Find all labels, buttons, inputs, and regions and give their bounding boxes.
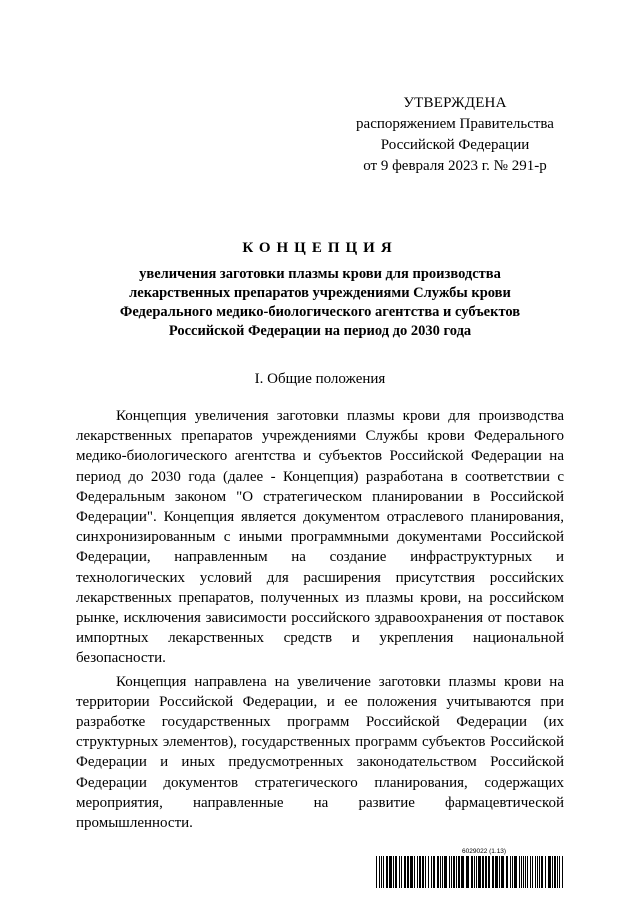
barcode-bar: [552, 856, 553, 888]
barcode-bar: [492, 856, 494, 888]
barcode-bar: [453, 856, 455, 888]
barcode-label: 6029022 (1.13): [462, 848, 507, 855]
approval-heading: УТВЕРЖДЕНА: [403, 95, 507, 111]
barcode-icon: [376, 856, 566, 888]
barcode-bar: [414, 856, 415, 888]
barcode-bar: [488, 856, 490, 888]
document-subtitle: [60, 265, 580, 341]
barcode-bar: [545, 856, 546, 888]
barcode-bar: [485, 856, 487, 888]
barcode-bar: [456, 856, 457, 888]
approval-stamp: [300, 93, 610, 177]
barcode-bar: [474, 856, 475, 888]
barcode-bar: [395, 856, 397, 888]
barcode-bar: [433, 856, 435, 888]
barcode-bar: [559, 856, 560, 888]
barcode-bar: [386, 856, 388, 888]
barcode-bar: [451, 856, 452, 888]
barcode-bar: [535, 856, 536, 888]
barcode-bar: [532, 856, 533, 888]
barcode-bar: [376, 856, 377, 888]
barcode-bar: [410, 856, 413, 888]
barcode-bar: [425, 856, 426, 888]
approval-country-line: Российской Федерации: [380, 137, 530, 153]
body-paragraph: Концепция направлена на увеличение заготовки плазмы крови на территории Российской Федерации, и ее положения учитываются при разработке государственных программ Российской Федерации (их структурных элементов), государственных программ субъектов Российской Федерации и иных предусмотренных законодательством Российской Федерации документов стратегического планирования, содержащих мероприятия, направленные на развитие фармацевтической промышленности.: [76, 673, 564, 832]
barcode-bar: [510, 856, 511, 888]
document-body: [76, 406, 564, 836]
subtitle-line: лекарственных препаратов учреждениями Службы крови: [129, 285, 511, 301]
barcode-bar: [530, 856, 531, 888]
barcode-bar: [399, 856, 400, 888]
barcode-bar: [541, 856, 543, 888]
barcode-bar: [512, 856, 513, 888]
approval-date-number: от 9 февраля 2023 г. № 291-р: [363, 158, 547, 174]
barcode-bar: [499, 856, 500, 888]
barcode-bar: [562, 856, 563, 888]
body-paragraph: Концепция увеличения заготовки плазмы крови для производства лекарственных препаратов учреждениями Службы крови Федерального медико-биологического агентства и субъектов Российской Федерации на период до 2030 года (далее - Концепция) разработана в соответствии с Федеральным законом "О стратегическом планировании в Российской Федерации". Концепция является документом отраслевого планирования, синхронизированным с иными программными документами Российской Федерации, направленным на создание инфраструктурных и технологических условий для расширения присутствия российских лекарственных препаратов, полученных из плазмы крови, на российском рынке, исключения зависимости российского здравоохранения от поставок импортных лекарственных средств и укрепления национальной безопасности.: [76, 408, 564, 667]
document-title-block: [60, 240, 580, 341]
document-title: КОНЦЕПЦИЯ: [242, 240, 398, 256]
barcode-bar: [527, 856, 528, 888]
barcode-bar: [501, 856, 504, 888]
barcode-bar: [519, 856, 520, 888]
barcode-bar: [471, 856, 473, 888]
barcode-bar: [393, 856, 394, 888]
barcode-bar: [381, 856, 382, 888]
barcode-bar: [478, 856, 481, 888]
barcode-bar: [523, 856, 524, 888]
barcode-bar: [449, 856, 450, 888]
barcode-bar: [476, 856, 477, 888]
barcode-bar: [521, 856, 522, 888]
barcode-bar: [514, 856, 517, 888]
barcode-bar: [557, 856, 558, 888]
barcode-bar: [548, 856, 551, 888]
barcode-bar: [401, 856, 402, 888]
barcode-bar: [422, 856, 424, 888]
barcode-bar: [404, 856, 406, 888]
section-heading: I. Общие положения: [254, 371, 386, 387]
barcode-bar: [466, 856, 469, 888]
barcode-bar: [554, 856, 556, 888]
barcode: [376, 848, 566, 890]
barcode-bar: [428, 856, 429, 888]
barcode-bar: [417, 856, 418, 888]
barcode-bar: [444, 856, 447, 888]
subtitle-line: увеличения заготовки плазмы крови для производства: [139, 266, 501, 282]
subtitle-line: Российской Федерации на период до 2030 года: [168, 323, 472, 339]
approval-authority-line: распоряжением Правительства: [356, 116, 554, 132]
subtitle-line: Федерального медико-биологического агентства и субъектов: [119, 304, 521, 320]
barcode-bar: [458, 856, 460, 888]
barcode-bar: [437, 856, 439, 888]
barcode-bar: [431, 856, 432, 888]
barcode-bar: [442, 856, 443, 888]
barcode-bar: [482, 856, 484, 888]
barcode-bar: [383, 856, 384, 888]
barcode-bar: [525, 856, 526, 888]
barcode-bar: [461, 856, 464, 888]
barcode-bar: [537, 856, 538, 888]
barcode-bar: [389, 856, 392, 888]
barcode-bar: [539, 856, 540, 888]
barcode-bar: [506, 856, 508, 888]
barcode-bar: [419, 856, 421, 888]
barcode-bar: [440, 856, 441, 888]
barcode-bar: [495, 856, 498, 888]
barcode-bar: [407, 856, 409, 888]
barcode-bar: [379, 856, 380, 888]
